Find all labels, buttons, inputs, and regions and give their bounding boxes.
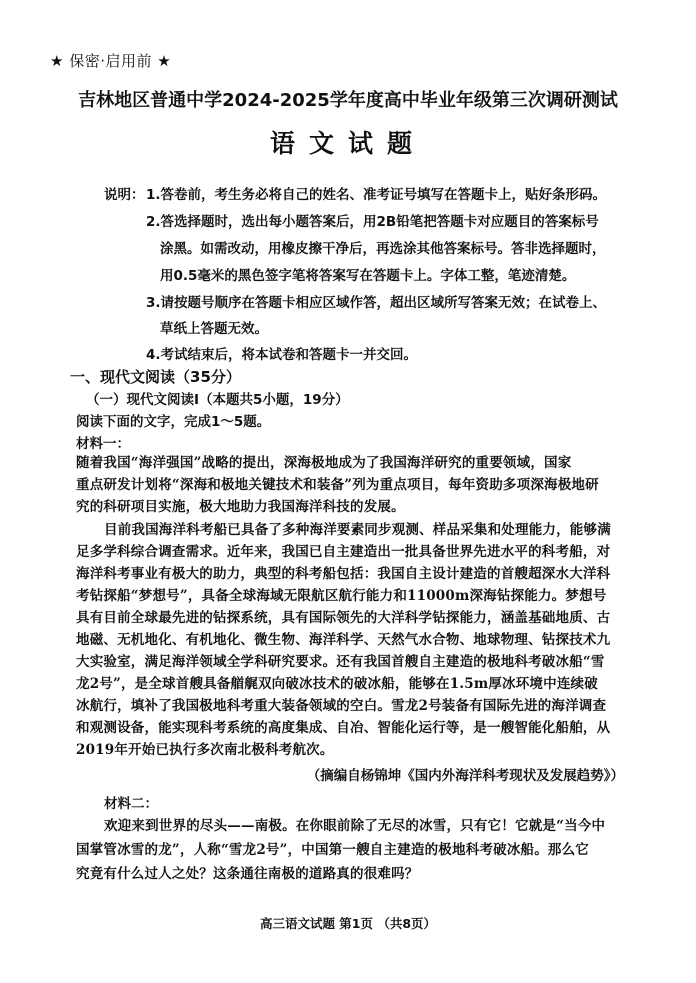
- material1-line: 具有目前全球最先进的钻探系统，具有国际领先的大洋科学钻探能力，涵盖基础地质、古: [76, 610, 611, 626]
- material1-line: 大实验室，满足海洋领域全学科研究要求。还有我国首艘自主建造的极地科考破冰船“雪: [76, 654, 605, 670]
- instruction-item-1: 1.答卷前，考生务必将自己的姓名、准考证号填写在答题卡上，贴好条形码。: [146, 187, 607, 203]
- material1-line: 地磁、无机地化、有机地化、微生物、海洋科学、天然气水合物、地球物理、钻探技术九: [76, 632, 611, 648]
- material2-line: 欢迎来到世界的尽头——南极。在你眼前除了无尽的冰雪，只有它！它就是“当今中: [104, 818, 606, 834]
- instruction-item-2-cont: 用0.5毫米的黑色签字笔将答案写在答题卡上。字体工整，笔迹清楚。: [160, 268, 576, 284]
- material1-line: 海洋科考事业有极大的助力，典型的科考船包括：我国自主设计建造的首艘超深水大洋科: [76, 566, 611, 582]
- confidential-mark: ★ 保密·启用前 ★: [50, 52, 172, 70]
- section-heading: 一、现代文阅读（35分）: [70, 368, 241, 386]
- material1-line: 目前我国海洋科考船已具备了多种海洋要素同步观测、样品采集和处理能力，能够满: [104, 522, 611, 538]
- material1-line: 龙2号”，是全球首艘具备艏艉双向破冰技术的破冰船，能够在1.5m厚冰环境中连续破: [76, 676, 598, 692]
- material1-line: 随着我国“海洋强国”战略的提出，深海极地成为了我国海洋研究的重要领域，国家: [76, 455, 572, 471]
- material1-source: （摘编自杨锦坤《国内外海洋科考现状及发展趋势》）: [306, 768, 624, 784]
- material1-label: 材料一：: [76, 436, 130, 452]
- material1-line: 冰航行，填补了我国极地科考重大装备领域的空白。雪龙2号装备有国际先进的海洋调查: [76, 698, 607, 714]
- material1-line: 重点研发计划将“深海和极地关键技术和装备”列为重点项目，每年资助多项深海极地研: [76, 477, 599, 493]
- subsection-heading: （一）现代文阅读Ⅰ（本题共5小题，19分）: [86, 392, 349, 408]
- material2-label: 材料二：: [104, 796, 158, 812]
- material2-line: 国掌管冰雪的龙”，人称“雪龙2号”，中国第一艘自主建造的极地科考破冰船。那么它: [76, 842, 589, 858]
- material1-line: 和观测设备，能实现科考系统的高度集成、自冶、智能化运行等，是一艘智能化船舶，从: [76, 720, 611, 736]
- exam-title: 吉林地区普通中学2024-2025学年度高中毕业年级第三次调研测试: [78, 90, 618, 111]
- material1-line: 2019年开始已执行多次南北极科考航次。: [76, 742, 334, 758]
- material1-line: 足多学科综合调查需求。近年来，我国已自主建造出一批具备世界先进水平的科考船，对: [76, 544, 611, 560]
- material2-line: 究竟有什么过人之处？这条通往南极的道路真的很难吗？: [76, 866, 419, 882]
- instruction-item-3: 3.请按题号顺序在答题卡相应区域作答，超出区域所写答案无效；在试卷上、: [146, 295, 607, 311]
- instruction-item-3-cont: 草纸上答题无效。: [160, 321, 268, 337]
- material1-line: 考钻探船“梦想号”，具备全球海域无限航区航行能力和11000m深海钻探能力。梦想号: [76, 588, 607, 604]
- material1-line: 究的科研项目实施，极大地助力我国海洋科技的发展。: [76, 499, 405, 515]
- instruction-item-2-cont: 涂黑。如需改动，用橡皮擦干净后，再选涂其他答案标号。答非选择题时，: [160, 241, 606, 257]
- instruction-item-4: 4.考试结束后，将本试卷和答题卡一并交回。: [146, 347, 418, 363]
- instruction-item-2: 2.答选择题时，选出每小题答案后，用2B铅笔把答题卡对应题目的答案标号: [146, 214, 599, 230]
- instructions-label: 说明：: [104, 187, 145, 203]
- page-footer: 高三语文试题 第1页 （共8页）: [259, 916, 437, 931]
- reading-instruction: 阅读下面的文字，完成1～5题。: [76, 414, 271, 430]
- subject-title: 语文试题: [269, 129, 426, 158]
